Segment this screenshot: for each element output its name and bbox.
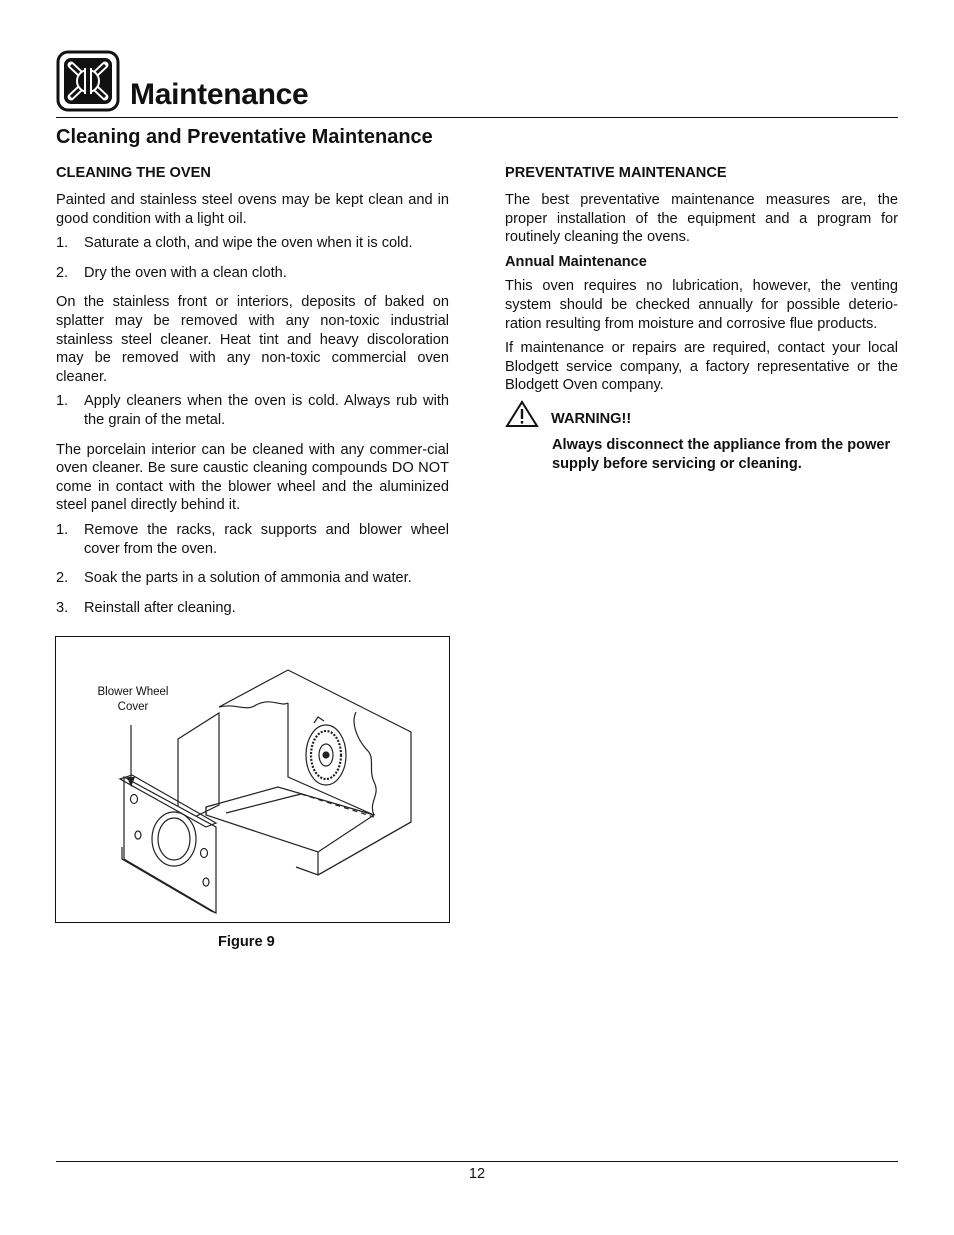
- figure-9: [55, 636, 450, 923]
- list-item: 1. Remove the racks, rack supports and blower wheel cover from the oven.: [56, 521, 449, 557]
- right-column: [505, 163, 898, 401]
- porcelain-steps-list: [56, 521, 449, 617]
- paragraph: The porcelain interior can be cleaned with any commer-cial oven cleaner. Be sure caustic cleaning compounds DO NOT come in contact with the blower wheel and the aluminized steel panel directly behind it.: [56, 441, 449, 514]
- header-rule: [56, 117, 898, 118]
- footer-rule: [56, 1161, 898, 1162]
- list-item: 2. Dry the oven with a clean cloth.: [56, 264, 287, 281]
- figure-caption: Figure 9: [218, 934, 275, 950]
- left-column: [56, 163, 449, 628]
- list-item: 1. Apply cleaners when the oven is cold. Always rub with the grain of the metal.: [56, 393, 449, 428]
- oven-blower-wheel-illustration: [56, 637, 449, 922]
- paragraph: This oven requires no lubrication, however, the venting system should be checked annually for possible deterio-ration resulting from moisture and corrosive flue products.: [505, 278, 898, 332]
- list-item: 1. Saturate a cloth, and wipe the oven when it is cold.: [56, 235, 413, 252]
- paragraph: The best preventative maintenance measures are, the proper installation of the equipment and a program for routinely cleaning the ovens.: [505, 192, 898, 246]
- preventative-heading: PREVENTATIVE MAINTENANCE: [505, 165, 727, 181]
- cleaning-heading: CLEANING THE OVEN: [56, 165, 211, 181]
- warning-title: WARNING!!: [551, 411, 632, 427]
- annual-maintenance-heading: Annual Maintenance: [505, 253, 647, 270]
- paragraph: Painted and stainless steel ovens may be kept clean and in good condition with a light oil.: [56, 192, 449, 227]
- blower-wheel-cover-label: Blower Wheel Cover: [97, 686, 169, 713]
- maintenance-logo-icon: [56, 50, 120, 112]
- warning-text: Always disconnect the appliance from the power supply before servicing or cleaning.: [552, 437, 891, 472]
- page-number: 12: [468, 1166, 486, 1182]
- paragraph: If maintenance or repairs are required, contact your local Blodgett service company, a factory representative or the Blodgett Oven company.: [505, 340, 898, 394]
- list-item: 3. Reinstall after cleaning.: [56, 599, 236, 616]
- section-title: Cleaning and Preventative Maintenance: [56, 126, 433, 148]
- stainless-steps-list: [56, 392, 449, 429]
- list-item: 2. Soak the parts in a solution of ammonia and water.: [56, 570, 412, 587]
- paragraph: On the stainless front or interiors, deposits of baked on splatter may be removed with any non-toxic industrial stainless steel cleaner. Heat tint and heavy discoloration may be removed with any non-toxic commercial oven cleaner.: [56, 294, 449, 385]
- cleaning-steps-list: [56, 234, 449, 282]
- warning-triangle-icon: [505, 400, 539, 428]
- page-title: Maintenance: [130, 78, 309, 111]
